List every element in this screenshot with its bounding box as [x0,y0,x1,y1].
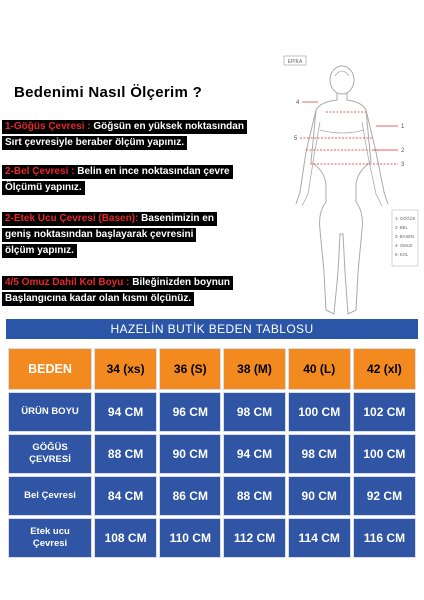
header-cell: 42 (xl) [353,348,416,390]
table-cell: 112 CM [223,518,285,558]
figure-tag: EPIKA [287,59,303,65]
table-header-row [8,348,416,390]
header-cell: 40 (L) [288,348,351,390]
table-cell: 114 CM [288,518,351,558]
page-title: Bedenimi Nasıl Ölçerim ? [14,84,203,101]
table-cell: 94 CM [94,392,157,432]
table-cell: 88 CM [223,476,285,516]
body-measurement-figure [280,52,420,332]
legend-5: 5- KOL [395,252,409,257]
row-label: GÖĞÜS ÇEVRESİ [8,434,92,474]
table-cell: 110 CM [159,518,221,558]
marker-5: 5 [294,136,298,142]
row-label: Etek ucu Çevresi [8,518,92,558]
legend-1: 1- GÖĞÜS [395,216,416,221]
instruction-2-line-1: 2-Bel Çevresi : Belin en ince noktasından çevre [2,165,233,179]
instruction-3-line-2: geniş noktasından başlayarak çevresini [2,228,196,242]
table-cell: 98 CM [288,434,351,474]
instruction-1-line-2: Sırt çevresiyle beraber ölçüm yapınız. [2,136,187,150]
table-row [8,518,416,558]
instruction-4-label: 4/5 Omuz Dahil Kol Boyu : [5,277,130,288]
instruction-1-line-1: 1-Göğüs Çevresi : Göğsün en yüksek noktasından [2,120,247,134]
marker-1: 1 [401,124,405,130]
table-cell: 84 CM [94,476,157,516]
marker-4: 4 [296,100,300,106]
table-row [8,392,416,432]
table-row [8,476,416,516]
legend-2: 2- BEL [395,225,408,230]
table-cell: 96 CM [159,392,221,432]
size-table [6,346,418,560]
table-cell: 94 CM [223,434,285,474]
instruction-3-label: 2-Etek Ucu Çevresi (Basen): [5,213,139,224]
table-cell: 90 CM [288,476,351,516]
legend-4: 4- OMUZ [395,243,413,248]
header-cell: BEDEN [8,348,92,390]
table-cell: 98 CM [223,392,285,432]
row-label: Bel Çevresi [8,476,92,516]
header-cell: 36 (S) [159,348,221,390]
header-cell: 34 (xs) [94,348,157,390]
row-label: ÜRÜN BOYU [8,392,92,432]
table-row [8,434,416,474]
table-cell: 102 CM [353,392,416,432]
instruction-4-line-2: Başlangıcına kadar olan kısmı ölçünüz. [2,292,194,306]
table-cell: 100 CM [353,434,416,474]
marker-3: 3 [401,162,405,168]
instruction-2-label: 2-Bel Çevresi : [5,166,75,177]
instruction-1-label: 1-Göğüs Çevresi : [5,121,91,132]
size-table-banner: HAZELİN BUTİK BEDEN TABLOSU [6,319,418,339]
table-cell: 116 CM [353,518,416,558]
instruction-2-line-2: Ölçümü yapınız. [2,181,85,195]
header-cell: 38 (M) [223,348,285,390]
instruction-3-line-3: ölçüm yapınız. [2,244,77,258]
table-cell: 100 CM [288,392,351,432]
marker-2: 2 [401,148,405,154]
table-cell: 92 CM [353,476,416,516]
table-cell: 108 CM [94,518,157,558]
table-cell: 88 CM [94,434,157,474]
table-cell: 90 CM [159,434,221,474]
legend-3: 3- BASEN [395,234,415,239]
instruction-4-line-1: 4/5 Omuz Dahil Kol Boyu : Bileğinizden boynun [2,276,233,290]
instruction-3-line-1: 2-Etek Ucu Çevresi (Basen): Basenimizin en [2,212,217,226]
table-cell: 86 CM [159,476,221,516]
